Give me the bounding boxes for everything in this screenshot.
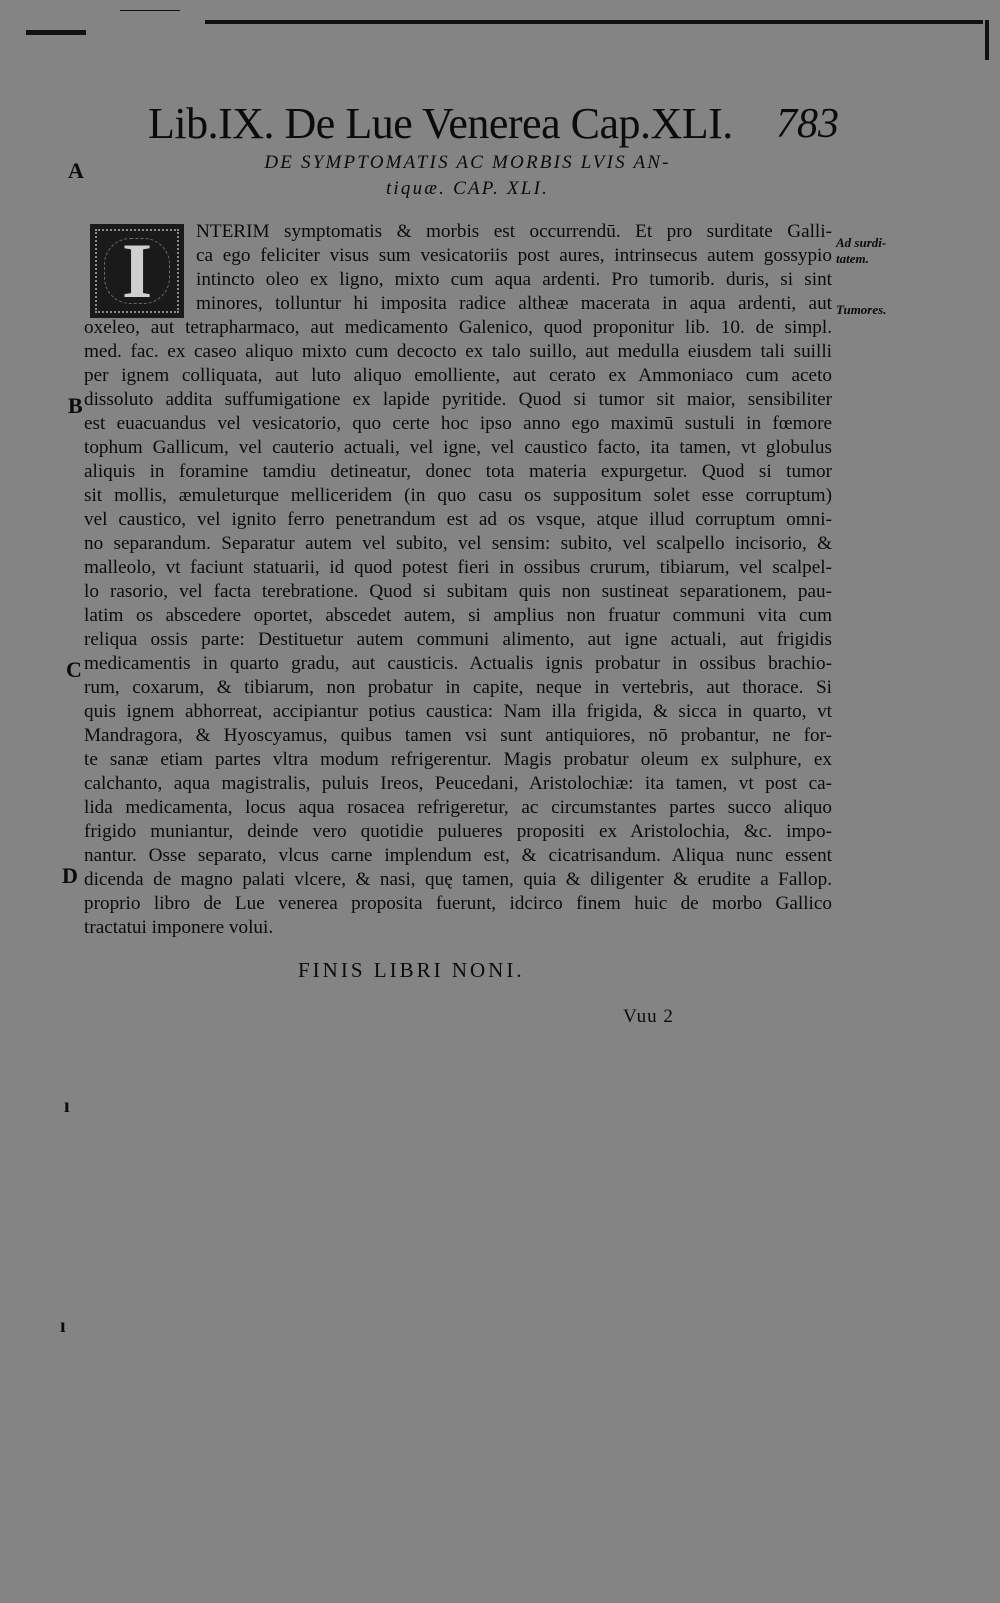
margin-mark: ı [60,1315,66,1337]
initial-letter: I [121,227,153,314]
text-line: nantur. Osse separato, vlcus carne implendum est, & cicatrisandum. Aliqua nunc essent [84,845,832,866]
text-line: frigido muniantur, deinde vero quotidie pulueres propositi ex Aristolochia, &c. impo- [84,821,832,842]
right-edge-rule [985,20,989,60]
text-line: reliqua ossis parte: Destituetur autem communi alimento, aut igne actuali, aut frigidis [84,629,832,650]
text-line: no separandum. Separatur autem vel subito, vel sensim: subito, vel scalpello incisorio, & [84,533,832,554]
text-line: lo rasorio, vel facta terebratione. Quod si subitam quis non sustineat separationem, pau- [84,581,832,602]
text-line: med. fac. ex caseo aliquo mixto cum decocto ex talo suillo, aut medulla eiusdem tali suilli [84,341,832,362]
text-line: dissoluto addita suffumigatione ex lapide pyritide. Quod si tumor sit maior, sensibiliter [84,389,832,410]
margin-note-tumores: Tumores. [836,302,887,317]
text-line: malleolo, vt faciunt statuarii, id quod potest fieri in ossibus crurum, tibiarum, vel scalpel- [84,557,832,578]
chapter-heading [215,150,720,202]
signature-mark: Vuu 2 [623,1006,674,1027]
text-line: intincto oleo ex ligno, mixto cum aqua ardenti. Pro tumorib. duris, si sint [196,269,832,290]
text-line: lida medicamenta, locus aqua rosacea refrigeretur, ac circumstantes partes succo aliquo [84,797,832,818]
text-line: sit mollis, æmuleturque melliceridem (in quo casu os suppositum solet esse corruptum) [84,485,832,506]
top-left-thin-rule [120,10,180,11]
text-line: minores, tolluntur hi imposita radice altheæ macerata in aqua ardenti, aut [196,293,832,314]
text-line: vel caustico, vel ignito ferro penetrandum est ad os vsque, atque illud corruptum omni- [84,509,832,530]
section-letter-b: B [68,393,83,418]
section-letter-c: C [66,657,82,682]
text-line: quis ignem abhorreat, accipiantur potius caustica: Nam illa frigida, & sicca in quarto, vt [84,701,832,722]
text-line: latim os abscedere oportet, abscedet autem, si amplius non fruatur communi vita cum [84,605,832,626]
top-rule [205,20,983,24]
text-line: NTERIM symptomatis & morbis est occurrendū. Et pro surditate Galli- [196,221,832,242]
chapter-heading-line-1: DE SYMPTOMATIS AC MORBIS LVIS AN- [264,152,671,173]
text-line: te sanæ etiam partes vltra modum refrigerentur. Magis probatur oleum ex sulphure, ex [84,749,832,770]
body-text [84,220,832,940]
text-line: ca ego feliciter visus sum vesicatoriis post aures, intrinsecus autem gossypio [196,245,832,266]
text-line: tractatui imponere volui. [84,917,274,938]
page-number: 783 [776,101,839,147]
text-line: est euacuandus vel vesicatorio, quo certe hoc ipso anno ego maximū sustuli in fœmore [84,413,832,434]
text-line: Mandragora, & Hyoscyamus, quibus tamen vsi sunt antiquiores, nō probantur, ne for- [84,725,832,746]
margin-note-surditas: Ad surdi- tatem. [836,235,887,266]
text-line: rum, coxarum, & tibiarum, non probatur in capite, neque in vertebris, aut thorace. Si [84,677,832,698]
section-letter-d: D [62,863,78,888]
top-left-rule [26,30,86,35]
text-line: aliquis in foramine tamdiu detineatur, donec tota materia expurgetur. Quod si tumor [84,461,832,482]
chapter-heading-line-2: tiquæ. CAP. XLI. [385,178,550,199]
text-line: proprio libro de Lue venerea proposita fuerunt, idcirco finem huic de morbo Gallico [84,893,832,914]
text-line: dicenda de magno palati vlcere, & nasi, quę tamen, quia & diligenter & erudite a Fallop. [84,869,832,890]
running-header-title: Lib.IX. De Lue Venerea Cap.XLI. [148,99,733,148]
text-line: calchanto, aqua magistralis, puluis Ireos, Peucedani, Aristolochiæ: ita tamen, vt post ca- [84,773,832,794]
section-letter-a: A [68,158,84,183]
margin-mark: ı [64,1095,70,1117]
text-line: medicamentis in quarto gradu, aut causticis. Actualis ignis probatur in ossibus brachio- [84,653,832,674]
text-line: per ignem colliquata, aut luto aliquo emolliente, aut cerato ex Ammoniaco cum aceto [84,365,832,386]
text-line: tophum Gallicum, vel cauterio actuali, vel igne, vel caustico facto, ita tamen, vt globulus [84,437,832,458]
text-line: oxeleo, aut tetrapharmaco, aut medicamento Galenico, quod proponitur lib. 10. de simpl. [84,317,832,338]
finis-line: FINIS LIBRI NONI. [298,958,525,982]
